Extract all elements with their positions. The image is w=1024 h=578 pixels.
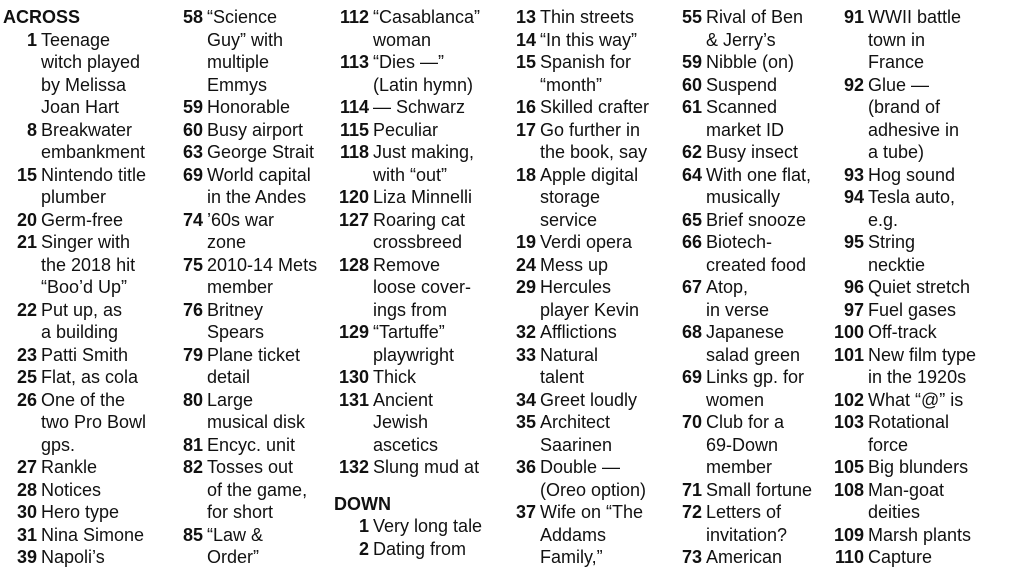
clue-list [828, 6, 1020, 569]
clue-text: What “@” is [868, 389, 964, 410]
clue-item [3, 231, 163, 299]
clue-number: 20 [16, 209, 37, 230]
clue-number: 60 [681, 74, 702, 95]
clue-text: 2010-14 Mets member [207, 254, 318, 297]
clue-number: 128 [338, 254, 369, 275]
clue-number: 24 [515, 254, 536, 275]
clue-item [668, 366, 828, 411]
clue-number: 100 [833, 322, 864, 342]
clue-text: Skilled crafter [540, 97, 650, 117]
clue-text: Very long tale [373, 516, 483, 536]
clue-number: 75 [182, 254, 203, 275]
clue-number: 70 [681, 412, 702, 432]
clue-item [668, 479, 828, 502]
clue-item [504, 254, 669, 277]
clue-number: 31 [16, 524, 37, 545]
column-6 [828, 6, 1020, 569]
clue-text: Man-goat deities [868, 479, 945, 522]
clue-text: Scanned market ID [706, 97, 785, 140]
clue-item [168, 299, 333, 344]
clue-number: 19 [515, 232, 536, 252]
clue-number: 21 [16, 232, 37, 252]
clue-text: String necktie [868, 232, 926, 275]
clue-text: Hercules player Kevin [540, 277, 640, 320]
clue-text: Slung mud at [373, 457, 480, 477]
clue-number: 2 [358, 538, 369, 559]
clue-number: 8 [26, 119, 37, 140]
clue-number: 71 [681, 479, 702, 500]
clue-text: Fuel gases [868, 299, 957, 320]
clue-number: 131 [338, 389, 369, 410]
clue-number: 112 [339, 7, 369, 27]
clue-text: Nibble (on) [706, 52, 795, 72]
clue-item [828, 231, 1020, 276]
clue-item [668, 74, 828, 97]
clue-number: 80 [182, 389, 203, 410]
column-2 [168, 6, 333, 569]
clue-item [828, 524, 1020, 547]
clue-item [168, 119, 333, 142]
clue-item [668, 546, 828, 569]
clue-text: Singer with the 2018 hit “Boo’d Up” [41, 232, 136, 297]
clue-number: 16 [515, 97, 536, 117]
clue-number: 63 [182, 142, 203, 162]
clue-number: 59 [182, 97, 203, 117]
clue-item [168, 389, 333, 434]
clue-text: Rankle [41, 457, 98, 477]
clue-text: Liza Minnelli [373, 187, 473, 207]
clue-item [334, 6, 502, 51]
clue-text: Tosses out of the game, for short [207, 457, 308, 522]
clue-item [668, 276, 828, 321]
clue-item [3, 119, 163, 164]
clue-number: 113 [339, 52, 369, 72]
clue-text: — Schwarz [373, 97, 466, 117]
clue-number: 36 [515, 457, 536, 477]
clue-number: 72 [681, 502, 702, 522]
clue-number: 74 [182, 209, 203, 230]
clue-text: Busy airport [207, 119, 304, 140]
clue-text: Honorable [207, 97, 291, 117]
clue-text: Thick [373, 367, 417, 387]
clue-text: Hog sound [868, 164, 956, 185]
clue-number: 58 [182, 7, 203, 27]
clue-text: Afflictions [540, 322, 617, 342]
clue-number: 102 [833, 389, 864, 410]
clue-number: 1 [358, 516, 369, 536]
clue-number: 17 [515, 119, 536, 140]
clue-text: Roaring cat crossbreed [373, 209, 466, 252]
clue-item [3, 344, 163, 367]
clue-item [3, 479, 163, 502]
clue-number: 127 [338, 209, 369, 230]
clue-number: 85 [182, 524, 203, 545]
clue-item [3, 366, 163, 389]
clue-text: “Law & Order” [207, 524, 264, 567]
clue-text: Go further in the book, say [540, 119, 648, 162]
clue-text: “Casablanca” woman [373, 7, 481, 50]
clue-text: Teenage witch played by Melissa Joan Hart [41, 29, 141, 117]
column-4 [504, 6, 669, 569]
clue-number: 35 [515, 412, 536, 432]
clue-item [504, 456, 669, 501]
clue-text: Plane ticket detail [207, 344, 301, 387]
clue-item [828, 456, 1020, 479]
clue-item [334, 321, 502, 366]
clue-text: Off-track [868, 322, 937, 342]
clue-item [504, 411, 669, 456]
clue-item [168, 524, 333, 569]
clue-item [334, 96, 502, 119]
clue-number: 73 [681, 547, 702, 567]
clue-number: 120 [338, 187, 369, 207]
clue-item [3, 29, 163, 119]
clue-text: Just making, with “out” [373, 142, 475, 185]
clue-number: 115 [339, 119, 369, 140]
clue-text: Marsh plants [868, 524, 972, 545]
clue-text: Quiet stretch [868, 277, 971, 297]
clue-number: 69 [182, 164, 203, 185]
clue-text: Brief snooze [706, 209, 807, 230]
clue-item [504, 231, 669, 254]
clue-item [504, 501, 669, 569]
clue-number: 65 [681, 209, 702, 230]
clue-number: 130 [338, 367, 369, 387]
clue-item [504, 344, 669, 389]
clue-text: Dating from [373, 538, 467, 559]
clue-number: 18 [515, 164, 536, 185]
clue-text: Flat, as cola [41, 367, 139, 387]
clue-item [168, 209, 333, 254]
clue-item [504, 119, 669, 164]
clue-item [668, 6, 828, 51]
clue-number: 60 [182, 119, 203, 140]
clue-item [334, 141, 502, 186]
clue-number: 76 [182, 299, 203, 320]
clue-item [828, 389, 1020, 412]
clue-item [668, 411, 828, 479]
clue-item [504, 96, 669, 119]
clue-text: Double — (Oreo option) [540, 457, 647, 500]
clue-text: Links gp. for women [706, 367, 805, 410]
clue-text: WWII battle town in France [868, 7, 962, 72]
clue-item [828, 164, 1020, 187]
clue-item [828, 74, 1020, 164]
clue-item [828, 546, 1020, 569]
down-heading: DOWN [334, 493, 391, 514]
clue-text: Architect Saarinen [540, 412, 613, 455]
clue-text: Spanish for “month” [540, 52, 632, 95]
clue-number: 29 [515, 277, 536, 297]
clue-number: 101 [833, 344, 864, 365]
clue-item [3, 501, 163, 524]
clue-item [828, 6, 1020, 74]
clue-item [828, 321, 1020, 344]
clue-number: 62 [681, 142, 702, 162]
clue-item [334, 209, 502, 254]
clue-item [334, 119, 502, 142]
clue-text: Ancient Jewish ascetics [373, 389, 439, 455]
clue-item [334, 254, 502, 322]
clue-item [668, 231, 828, 276]
clue-number: 26 [16, 389, 37, 410]
clue-number: 27 [16, 457, 37, 477]
clue-number: 92 [843, 74, 864, 95]
clue-number: 1 [26, 29, 37, 50]
clue-number: 95 [843, 232, 864, 252]
clue-number: 81 [182, 434, 203, 455]
clue-text: Letters of invitation? [706, 502, 788, 545]
clue-text: One of the two Pro Bowl gps. [41, 389, 147, 455]
clue-item [334, 389, 502, 457]
clue-text: Suspend [706, 74, 778, 95]
across-heading: ACROSS [3, 7, 81, 27]
clue-text: “Science Guy” with multiple Emmys [207, 7, 284, 95]
clue-number: 118 [339, 142, 369, 162]
clue-text: Encyc. unit [207, 434, 296, 455]
clue-number: 33 [515, 344, 536, 365]
clue-item [3, 209, 163, 232]
clue-text: Rival of Ben & Jerry’s [706, 7, 804, 50]
clue-text: Capture [868, 547, 933, 567]
clue-number: 79 [182, 344, 203, 365]
clue-text: Breakwater embankment [41, 119, 146, 162]
clue-text: Small fortune [706, 479, 813, 500]
clue-number: 30 [16, 502, 37, 522]
clue-number: 108 [833, 479, 864, 500]
clue-number: 32 [515, 322, 536, 342]
clue-item [168, 141, 333, 164]
clue-item [828, 299, 1020, 322]
clue-item [3, 546, 163, 569]
clue-text: Britney Spears [207, 299, 265, 342]
clue-text: Put up, as a building [41, 299, 123, 342]
clue-text: Hero type [41, 502, 120, 522]
clue-item [3, 389, 163, 457]
clue-number: 64 [681, 164, 702, 185]
clue-number: 34 [515, 389, 536, 410]
clue-text: Remove loose cover- ings from [373, 254, 472, 320]
clue-text: New film type in the 1920s [868, 344, 977, 387]
clue-text: Rotational force [868, 412, 950, 455]
clue-text: George Strait [207, 142, 315, 162]
clue-number: 69 [681, 367, 702, 387]
clue-item [504, 6, 669, 29]
clue-text: With one flat, musically [706, 164, 812, 207]
clue-number: 23 [16, 344, 37, 365]
clue-item [334, 515, 502, 538]
clue-text: Patti Smith [41, 344, 129, 365]
clue-list [504, 6, 669, 569]
column-1 [3, 6, 163, 569]
clue-item [168, 6, 333, 96]
clue-item [504, 51, 669, 96]
clue-number: 114 [339, 97, 369, 117]
clue-number: 25 [16, 367, 37, 387]
clue-text: Verdi opera [540, 232, 633, 252]
clue-list [334, 515, 502, 560]
clue-number: 97 [843, 299, 864, 320]
clue-item [668, 321, 828, 366]
clue-item [168, 344, 333, 389]
clue-item [3, 456, 163, 479]
clue-text: Tesla auto, e.g. [868, 187, 956, 230]
clue-item [3, 299, 163, 344]
clue-item [668, 501, 828, 546]
clue-text: Apple digital storage service [540, 164, 639, 230]
clue-number: 93 [843, 164, 864, 185]
clue-text: Busy insect [706, 142, 799, 162]
clue-text: Biotech- created food [706, 232, 807, 275]
clue-number: 22 [16, 299, 37, 320]
clue-item [334, 186, 502, 209]
clue-number: 61 [681, 97, 702, 117]
clue-number: 82 [182, 457, 203, 477]
clue-text: Japanese salad green [706, 322, 801, 365]
clue-text: “In this way” [540, 29, 638, 50]
column-5 [668, 6, 828, 569]
clue-number: 68 [681, 322, 702, 342]
clue-text: Mess up [540, 254, 609, 275]
clue-text: “Tartuffe” playwright [373, 322, 455, 365]
clue-number: 37 [515, 502, 536, 522]
clue-number: 105 [833, 457, 864, 477]
clue-text: Large musical disk [207, 389, 306, 432]
clue-item [168, 254, 333, 299]
clue-number: 28 [16, 479, 37, 500]
clue-text: Club for a 69-Down member [706, 412, 785, 477]
clue-item [668, 164, 828, 209]
clue-item [504, 29, 669, 52]
clue-item [168, 96, 333, 119]
clue-item [504, 276, 669, 321]
clue-text: Napoli’s [41, 547, 105, 567]
clue-item [504, 389, 669, 412]
clue-number: 67 [681, 277, 702, 297]
clue-item [168, 164, 333, 209]
clue-number: 129 [338, 322, 369, 342]
clue-item [504, 321, 669, 344]
clue-number: 132 [338, 457, 369, 477]
clue-item [168, 434, 333, 457]
clue-number: 94 [843, 187, 864, 207]
clue-list [168, 6, 333, 569]
clue-number: 15 [515, 52, 536, 72]
clue-item [334, 366, 502, 389]
clue-item [828, 411, 1020, 456]
clue-text: Peculiar [373, 119, 439, 140]
clue-item [668, 141, 828, 164]
clue-text: Nina Simone [41, 524, 145, 545]
clue-number: 96 [843, 277, 864, 297]
clue-item [828, 344, 1020, 389]
clue-text: World capital in the Andes [207, 164, 311, 207]
clue-number: 91 [843, 7, 864, 27]
clue-item [334, 51, 502, 96]
clue-item [828, 186, 1020, 231]
clue-text: Thin streets [540, 7, 635, 27]
clue-number: 110 [834, 547, 864, 567]
clue-number: 109 [833, 524, 864, 545]
clue-text: “Dies —” (Latin hymn) [373, 52, 474, 95]
clue-text: Greet loudly [540, 389, 638, 410]
clue-item [168, 456, 333, 524]
clue-text: Wife on “The Addams Family,” [540, 502, 644, 567]
clue-text: ’60s war zone [207, 209, 275, 252]
clue-text: Germ-free [41, 209, 124, 230]
clue-number: 14 [515, 29, 536, 50]
clue-item [668, 51, 828, 74]
clue-number: 103 [833, 412, 864, 432]
clue-item [668, 209, 828, 232]
clue-number: 39 [16, 547, 37, 567]
clue-number: 55 [681, 7, 702, 27]
column-3 [334, 6, 502, 560]
clue-number: 66 [681, 232, 702, 252]
clue-item [828, 479, 1020, 524]
clue-item [334, 456, 502, 479]
clue-text: Big blunders [868, 457, 969, 477]
clue-list [334, 6, 502, 479]
clue-number: 59 [681, 52, 702, 72]
clue-item [828, 276, 1020, 299]
clue-list [3, 29, 163, 569]
clue-item [3, 524, 163, 547]
clue-number: 13 [515, 7, 536, 27]
clue-number: 15 [16, 164, 37, 185]
clue-item [668, 96, 828, 141]
clue-item [504, 164, 669, 232]
clue-item [334, 538, 502, 561]
clue-text: Atop, in verse [706, 277, 770, 320]
clue-text: Notices [41, 479, 102, 500]
clue-text: American [706, 547, 783, 567]
clue-text: Natural talent [540, 344, 599, 387]
clue-list [668, 6, 828, 569]
clue-text: Nintendo title plumber [41, 164, 147, 207]
clue-item [3, 164, 163, 209]
clue-text: Glue — (brand of adhesive in a tube) [868, 74, 960, 162]
